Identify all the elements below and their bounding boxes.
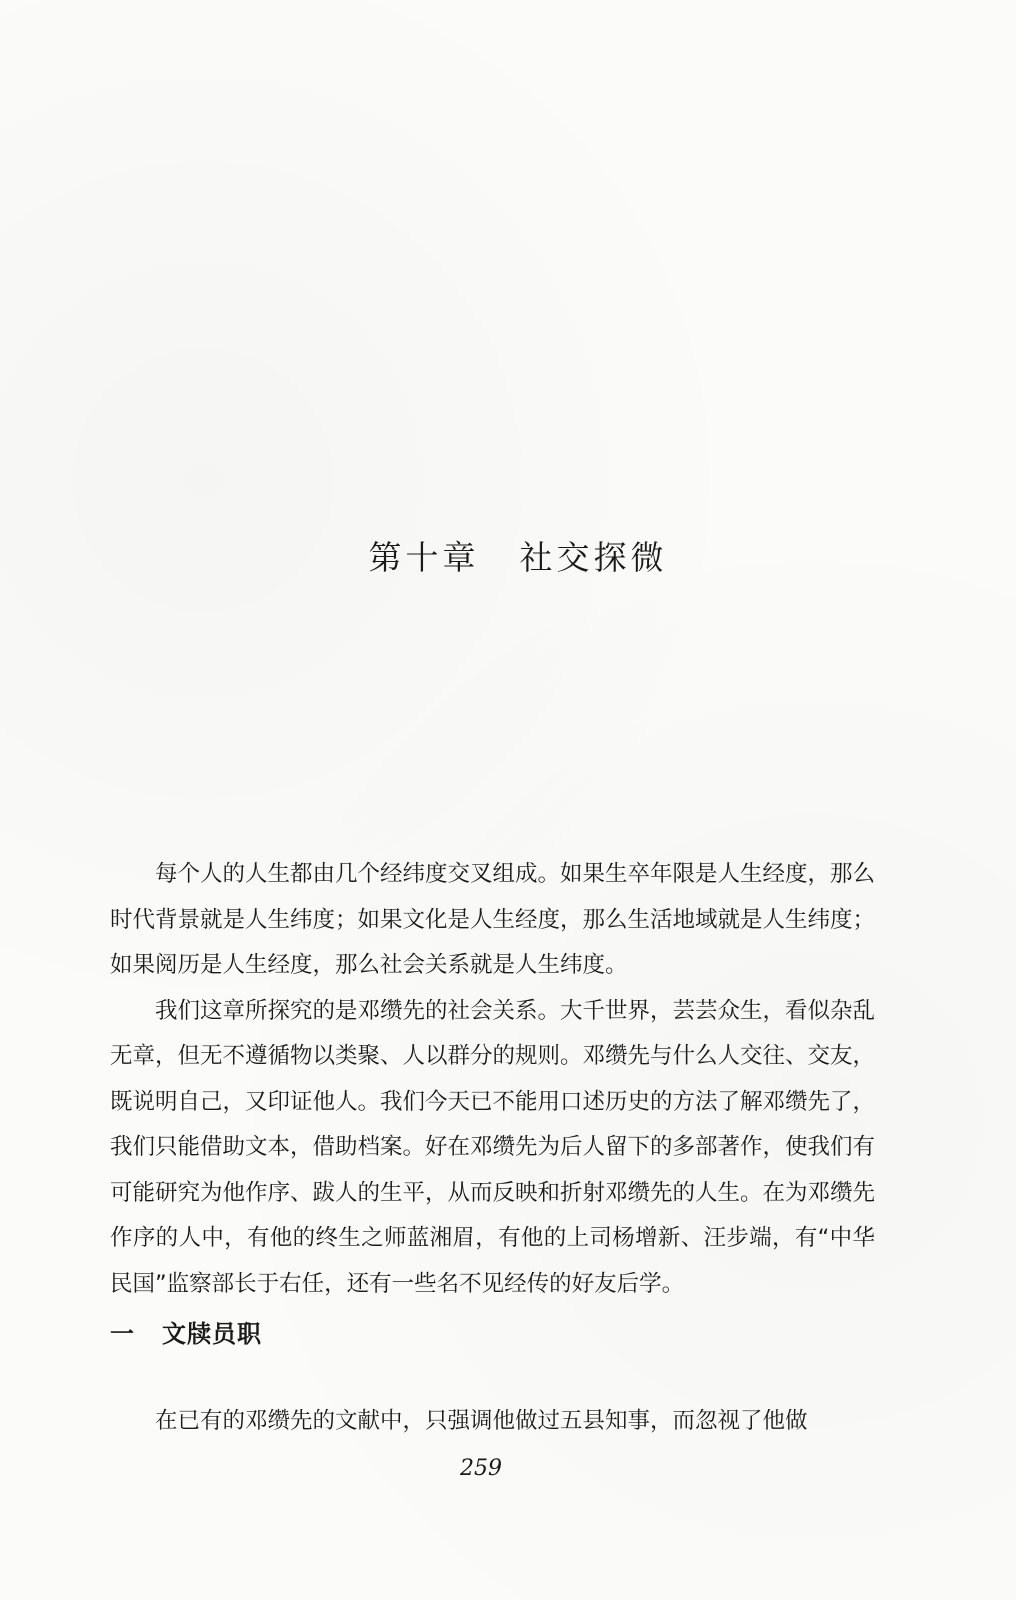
section-title: 文牍员职 bbox=[162, 1320, 262, 1348]
chapter-title bbox=[0, 532, 1016, 579]
section-paragraph: 在已有的邓缵先的文献中，只强调他做过五县知事，而忽视了他做 bbox=[155, 1408, 808, 1434]
section-number: 一 bbox=[110, 1320, 135, 1348]
section-text bbox=[110, 1399, 875, 1445]
paragraph-1: 每个人的人生都由几个经纬度交叉组成。如果生卒年限是人生经度，那么时代背景就是人生纬度；如果文化是人生经度，那么生活地域就是人生纬度；如果阅历是人生经度，那么社会关系就是人生纬度。 bbox=[110, 861, 876, 978]
section-heading bbox=[110, 1314, 262, 1349]
intro-text bbox=[110, 852, 875, 1307]
paragraph-2: 我们这章所探究的是邓缵先的社会关系。大千世界，芸芸众生，看似杂乱无章，但无不遵循物以类聚、人以群分的规则。邓缵先与什么人交往、交友，既说明自己，又印证他人。我们今天已不能用口述历史的方法了解邓缵先了，我们只能借助文本，借助档案。好在邓缵先为后人留下的多部著作，使我们有可能研究为他作序、跋人的生平，从而反映和折射邓缵先的人生。在为邓缵先作序的人中，有他的终生之师蓝湘眉，有他的上司杨增新、汪步端，有“中华民国”监察部长于右任，还有一些名不见经传的好友后学。 bbox=[110, 997, 876, 1297]
chapter-name: 社交探微 bbox=[519, 538, 668, 577]
page-number: 259 bbox=[460, 1456, 502, 1481]
chapter-number: 第十章 bbox=[368, 538, 480, 577]
